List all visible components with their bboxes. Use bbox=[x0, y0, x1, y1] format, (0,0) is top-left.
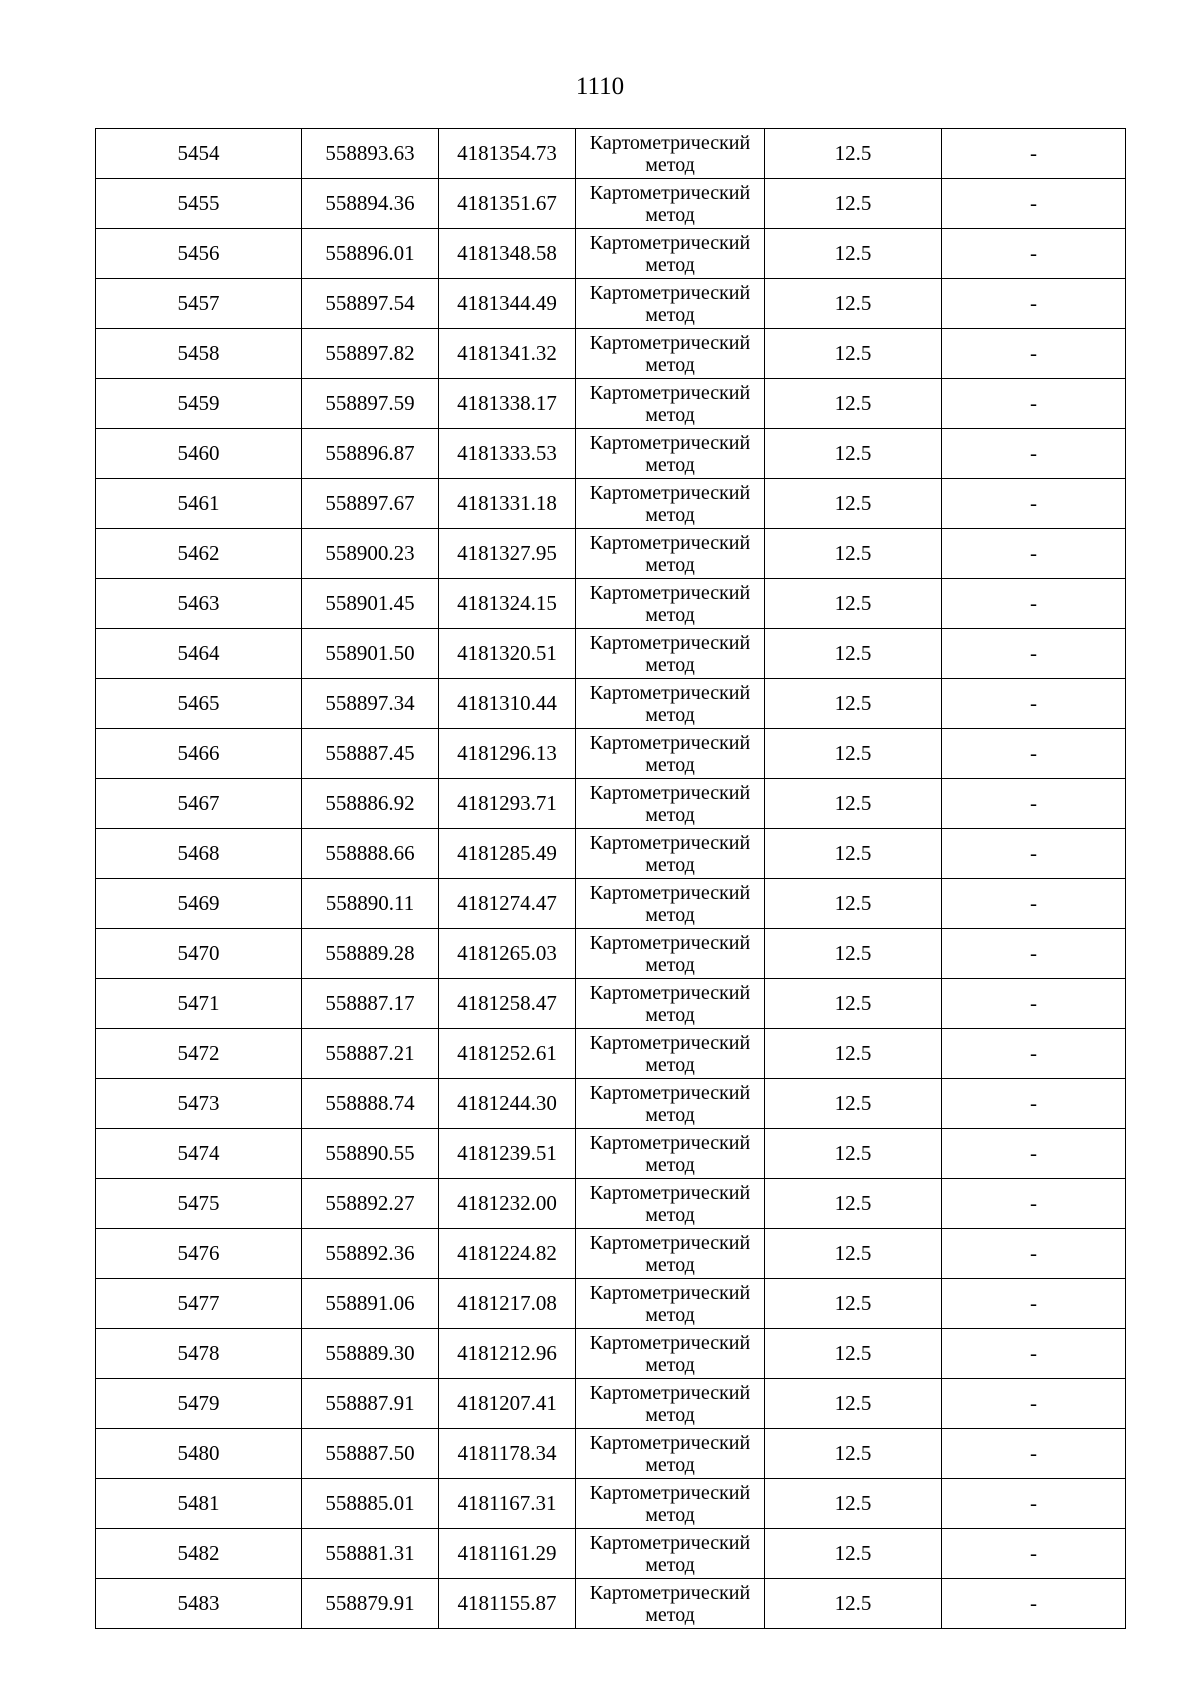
method-cell bbox=[576, 129, 765, 179]
y-coordinate-cell: 4181212.96 bbox=[439, 1329, 576, 1379]
note-cell: - bbox=[942, 1029, 1126, 1079]
coordinates-table bbox=[95, 128, 1126, 1629]
accuracy-cell: 12.5 bbox=[765, 929, 942, 979]
method-text-line-2: метод bbox=[645, 303, 695, 326]
x-coordinate-cell: 558901.45 bbox=[302, 579, 439, 629]
y-coordinate-cell: 4181338.17 bbox=[439, 379, 576, 429]
point-number-cell: 5477 bbox=[96, 1279, 302, 1329]
point-number-cell: 5458 bbox=[96, 329, 302, 379]
method-cell bbox=[576, 729, 765, 779]
y-coordinate-cell: 4181167.31 bbox=[439, 1479, 576, 1529]
method-text-line-2: метод bbox=[645, 1153, 695, 1176]
method-text-line-1: Картометрический bbox=[589, 1131, 751, 1154]
note-cell: - bbox=[942, 1579, 1126, 1629]
method-text-line-2: метод bbox=[645, 1603, 695, 1626]
method-cell bbox=[576, 779, 765, 829]
accuracy-cell: 12.5 bbox=[765, 979, 942, 1029]
method-text-line-2: метод bbox=[645, 453, 695, 476]
x-coordinate-cell: 558890.55 bbox=[302, 1129, 439, 1179]
point-number-cell: 5464 bbox=[96, 629, 302, 679]
x-coordinate-cell: 558896.01 bbox=[302, 229, 439, 279]
method-text-line-1: Картометрический bbox=[589, 181, 751, 204]
method-text-line-2: метод bbox=[645, 703, 695, 726]
x-coordinate-cell: 558890.11 bbox=[302, 879, 439, 929]
x-coordinate-cell: 558894.36 bbox=[302, 179, 439, 229]
x-coordinate-cell: 558892.36 bbox=[302, 1229, 439, 1279]
note-cell: - bbox=[942, 1529, 1126, 1579]
point-number-cell: 5476 bbox=[96, 1229, 302, 1279]
method-cell bbox=[576, 979, 765, 1029]
y-coordinate-cell: 4181217.08 bbox=[439, 1279, 576, 1329]
table-row bbox=[96, 1479, 1126, 1529]
method-cell bbox=[576, 1029, 765, 1079]
method-text-line-2: метод bbox=[645, 653, 695, 676]
accuracy-cell: 12.5 bbox=[765, 729, 942, 779]
note-cell: - bbox=[942, 529, 1126, 579]
accuracy-cell: 12.5 bbox=[765, 1229, 942, 1279]
note-cell: - bbox=[942, 879, 1126, 929]
method-text-line-2: метод bbox=[645, 803, 695, 826]
note-cell: - bbox=[942, 1329, 1126, 1379]
x-coordinate-cell: 558892.27 bbox=[302, 1179, 439, 1229]
table-row bbox=[96, 279, 1126, 329]
method-text-line-2: метод bbox=[645, 753, 695, 776]
point-number-cell: 5479 bbox=[96, 1379, 302, 1429]
note-cell: - bbox=[942, 1429, 1126, 1479]
x-coordinate-cell: 558896.87 bbox=[302, 429, 439, 479]
table-row bbox=[96, 879, 1126, 929]
point-number-cell: 5461 bbox=[96, 479, 302, 529]
note-cell: - bbox=[942, 1229, 1126, 1279]
table-row bbox=[96, 1429, 1126, 1479]
accuracy-cell: 12.5 bbox=[765, 329, 942, 379]
method-text-line-2: метод bbox=[645, 1503, 695, 1526]
coordinates-table-body bbox=[96, 129, 1126, 1629]
method-text-line-1: Картометрический bbox=[589, 1431, 751, 1454]
method-cell bbox=[576, 479, 765, 529]
table-row bbox=[96, 779, 1126, 829]
page-number: 1110 bbox=[575, 73, 625, 100]
y-coordinate-cell: 4181265.03 bbox=[439, 929, 576, 979]
y-coordinate-cell: 4181331.18 bbox=[439, 479, 576, 529]
method-cell bbox=[576, 1529, 765, 1579]
y-coordinate-cell: 4181207.41 bbox=[439, 1379, 576, 1429]
method-text-line-2: метод bbox=[645, 903, 695, 926]
table-row bbox=[96, 1579, 1126, 1629]
table-row bbox=[96, 829, 1126, 879]
method-text-line-1: Картометрический bbox=[589, 681, 751, 704]
method-text-line-1: Картометрический bbox=[589, 931, 751, 954]
point-number-cell: 5468 bbox=[96, 829, 302, 879]
note-cell: - bbox=[942, 429, 1126, 479]
method-cell bbox=[576, 529, 765, 579]
method-text-line-1: Картометрический bbox=[589, 981, 751, 1004]
y-coordinate-cell: 4181285.49 bbox=[439, 829, 576, 879]
note-cell: - bbox=[942, 1079, 1126, 1129]
y-coordinate-cell: 4181155.87 bbox=[439, 1579, 576, 1629]
method-text-line-1: Картометрический bbox=[589, 331, 751, 354]
method-text-line-1: Картометрический bbox=[589, 481, 751, 504]
method-text-line-2: метод bbox=[645, 203, 695, 226]
accuracy-cell: 12.5 bbox=[765, 529, 942, 579]
table-row bbox=[96, 129, 1126, 179]
method-cell bbox=[576, 229, 765, 279]
note-cell: - bbox=[942, 829, 1126, 879]
accuracy-cell: 12.5 bbox=[765, 479, 942, 529]
table-row bbox=[96, 979, 1126, 1029]
x-coordinate-cell: 558897.59 bbox=[302, 379, 439, 429]
accuracy-cell: 12.5 bbox=[765, 1329, 942, 1379]
method-cell bbox=[576, 1129, 765, 1179]
x-coordinate-cell: 558887.17 bbox=[302, 979, 439, 1029]
x-coordinate-cell: 558889.30 bbox=[302, 1329, 439, 1379]
note-cell: - bbox=[942, 479, 1126, 529]
note-cell: - bbox=[942, 579, 1126, 629]
x-coordinate-cell: 558886.92 bbox=[302, 779, 439, 829]
point-number-cell: 5467 bbox=[96, 779, 302, 829]
point-number-cell: 5457 bbox=[96, 279, 302, 329]
x-coordinate-cell: 558888.74 bbox=[302, 1079, 439, 1129]
method-text-line-2: метод bbox=[645, 553, 695, 576]
method-cell bbox=[576, 429, 765, 479]
method-text-line-1: Картометрический bbox=[589, 1531, 751, 1554]
method-cell bbox=[576, 179, 765, 229]
y-coordinate-cell: 4181320.51 bbox=[439, 629, 576, 679]
y-coordinate-cell: 4181244.30 bbox=[439, 1079, 576, 1129]
accuracy-cell: 12.5 bbox=[765, 579, 942, 629]
method-text-line-1: Картометрический bbox=[589, 631, 751, 654]
accuracy-cell: 12.5 bbox=[765, 1429, 942, 1479]
note-cell: - bbox=[942, 129, 1126, 179]
method-cell bbox=[576, 1379, 765, 1429]
point-number-cell: 5473 bbox=[96, 1079, 302, 1129]
accuracy-cell: 12.5 bbox=[765, 679, 942, 729]
method-text-line-1: Картометрический bbox=[589, 1281, 751, 1304]
method-text-line-1: Картометрический bbox=[589, 1481, 751, 1504]
x-coordinate-cell: 558887.91 bbox=[302, 1379, 439, 1429]
method-cell bbox=[576, 1079, 765, 1129]
point-number-cell: 5466 bbox=[96, 729, 302, 779]
method-text-line-1: Картометрический bbox=[589, 1031, 751, 1054]
table-row bbox=[96, 429, 1126, 479]
x-coordinate-cell: 558885.01 bbox=[302, 1479, 439, 1529]
method-text-line-2: метод bbox=[645, 1403, 695, 1426]
accuracy-cell: 12.5 bbox=[765, 1579, 942, 1629]
method-text-line-1: Картометрический bbox=[589, 731, 751, 754]
x-coordinate-cell: 558901.50 bbox=[302, 629, 439, 679]
accuracy-cell: 12.5 bbox=[765, 279, 942, 329]
note-cell: - bbox=[942, 729, 1126, 779]
method-cell bbox=[576, 679, 765, 729]
note-cell: - bbox=[942, 929, 1126, 979]
point-number-cell: 5455 bbox=[96, 179, 302, 229]
x-coordinate-cell: 558891.06 bbox=[302, 1279, 439, 1329]
method-text-line-1: Картометрический bbox=[589, 1381, 751, 1404]
point-number-cell: 5471 bbox=[96, 979, 302, 1029]
method-text-line-1: Картометрический bbox=[589, 1181, 751, 1204]
note-cell: - bbox=[942, 229, 1126, 279]
y-coordinate-cell: 4181252.61 bbox=[439, 1029, 576, 1079]
accuracy-cell: 12.5 bbox=[765, 1179, 942, 1229]
note-cell: - bbox=[942, 679, 1126, 729]
method-text-line-2: метод bbox=[645, 1353, 695, 1376]
x-coordinate-cell: 558897.54 bbox=[302, 279, 439, 329]
y-coordinate-cell: 4181310.44 bbox=[439, 679, 576, 729]
method-cell bbox=[576, 829, 765, 879]
method-text-line-1: Картометрический bbox=[589, 1581, 751, 1604]
accuracy-cell: 12.5 bbox=[765, 229, 942, 279]
table-row bbox=[96, 579, 1126, 629]
accuracy-cell: 12.5 bbox=[765, 1129, 942, 1179]
method-cell bbox=[576, 1279, 765, 1329]
x-coordinate-cell: 558897.67 bbox=[302, 479, 439, 529]
table-row bbox=[96, 329, 1126, 379]
table-row bbox=[96, 229, 1126, 279]
method-cell bbox=[576, 579, 765, 629]
method-text-line-1: Картометрический bbox=[589, 431, 751, 454]
method-text-line-1: Картометрический bbox=[589, 881, 751, 904]
note-cell: - bbox=[942, 1379, 1126, 1429]
note-cell: - bbox=[942, 379, 1126, 429]
point-number-cell: 5480 bbox=[96, 1429, 302, 1479]
y-coordinate-cell: 4181239.51 bbox=[439, 1129, 576, 1179]
method-cell bbox=[576, 929, 765, 979]
method-text-line-1: Картометрический bbox=[589, 831, 751, 854]
method-text-line-1: Картометрический bbox=[589, 131, 751, 154]
table-row bbox=[96, 1179, 1126, 1229]
point-number-cell: 5462 bbox=[96, 529, 302, 579]
accuracy-cell: 12.5 bbox=[765, 429, 942, 479]
x-coordinate-cell: 558879.91 bbox=[302, 1579, 439, 1629]
point-number-cell: 5478 bbox=[96, 1329, 302, 1379]
y-coordinate-cell: 4181348.58 bbox=[439, 229, 576, 279]
method-cell bbox=[576, 1429, 765, 1479]
table-row bbox=[96, 1129, 1126, 1179]
method-text-line-1: Картометрический bbox=[589, 581, 751, 604]
table-row bbox=[96, 1029, 1126, 1079]
accuracy-cell: 12.5 bbox=[765, 1479, 942, 1529]
method-text-line-2: метод bbox=[645, 1303, 695, 1326]
note-cell: - bbox=[942, 979, 1126, 1029]
method-text-line-2: метод bbox=[645, 253, 695, 276]
y-coordinate-cell: 4181293.71 bbox=[439, 779, 576, 829]
point-number-cell: 5482 bbox=[96, 1529, 302, 1579]
method-text-line-2: метод bbox=[645, 1553, 695, 1576]
y-coordinate-cell: 4181327.95 bbox=[439, 529, 576, 579]
method-cell bbox=[576, 279, 765, 329]
method-text-line-1: Картометрический bbox=[589, 781, 751, 804]
accuracy-cell: 12.5 bbox=[765, 1529, 942, 1579]
method-text-line-2: метод bbox=[645, 1203, 695, 1226]
accuracy-cell: 12.5 bbox=[765, 829, 942, 879]
table-row bbox=[96, 179, 1126, 229]
point-number-cell: 5474 bbox=[96, 1129, 302, 1179]
table-row bbox=[96, 1079, 1126, 1129]
accuracy-cell: 12.5 bbox=[765, 1079, 942, 1129]
method-text-line-2: метод bbox=[645, 953, 695, 976]
method-text-line-2: метод bbox=[645, 1003, 695, 1026]
table-row bbox=[96, 679, 1126, 729]
point-number-cell: 5470 bbox=[96, 929, 302, 979]
table-row bbox=[96, 479, 1126, 529]
note-cell: - bbox=[942, 1279, 1126, 1329]
y-coordinate-cell: 4181224.82 bbox=[439, 1229, 576, 1279]
method-text-line-1: Картометрический bbox=[589, 281, 751, 304]
method-text-line-1: Картометрический bbox=[589, 531, 751, 554]
method-text-line-2: метод bbox=[645, 153, 695, 176]
method-cell bbox=[576, 1479, 765, 1529]
method-text-line-2: метод bbox=[645, 853, 695, 876]
table-row bbox=[96, 1379, 1126, 1429]
accuracy-cell: 12.5 bbox=[765, 879, 942, 929]
y-coordinate-cell: 4181274.47 bbox=[439, 879, 576, 929]
method-text-line-2: метод bbox=[645, 403, 695, 426]
method-cell bbox=[576, 329, 765, 379]
point-number-cell: 5481 bbox=[96, 1479, 302, 1529]
x-coordinate-cell: 558881.31 bbox=[302, 1529, 439, 1579]
note-cell: - bbox=[942, 1179, 1126, 1229]
accuracy-cell: 12.5 bbox=[765, 179, 942, 229]
method-cell bbox=[576, 629, 765, 679]
y-coordinate-cell: 4181296.13 bbox=[439, 729, 576, 779]
accuracy-cell: 12.5 bbox=[765, 779, 942, 829]
note-cell: - bbox=[942, 779, 1126, 829]
table-row bbox=[96, 629, 1126, 679]
note-cell: - bbox=[942, 179, 1126, 229]
method-text-line-1: Картометрический bbox=[589, 381, 751, 404]
x-coordinate-cell: 558897.82 bbox=[302, 329, 439, 379]
table-row bbox=[96, 529, 1126, 579]
point-number-cell: 5456 bbox=[96, 229, 302, 279]
accuracy-cell: 12.5 bbox=[765, 1279, 942, 1329]
accuracy-cell: 12.5 bbox=[765, 129, 942, 179]
y-coordinate-cell: 4181333.53 bbox=[439, 429, 576, 479]
method-text-line-2: метод bbox=[645, 1053, 695, 1076]
table-row bbox=[96, 1229, 1126, 1279]
method-cell bbox=[576, 1179, 765, 1229]
point-number-cell: 5460 bbox=[96, 429, 302, 479]
point-number-cell: 5483 bbox=[96, 1579, 302, 1629]
note-cell: - bbox=[942, 629, 1126, 679]
x-coordinate-cell: 558893.63 bbox=[302, 129, 439, 179]
y-coordinate-cell: 4181178.34 bbox=[439, 1429, 576, 1479]
x-coordinate-cell: 558888.66 bbox=[302, 829, 439, 879]
y-coordinate-cell: 4181354.73 bbox=[439, 129, 576, 179]
x-coordinate-cell: 558887.50 bbox=[302, 1429, 439, 1479]
note-cell: - bbox=[942, 1129, 1126, 1179]
table-row bbox=[96, 1329, 1126, 1379]
table-row bbox=[96, 1279, 1126, 1329]
point-number-cell: 5469 bbox=[96, 879, 302, 929]
method-text-line-2: метод bbox=[645, 1253, 695, 1276]
method-text-line-2: метод bbox=[645, 503, 695, 526]
method-cell bbox=[576, 1329, 765, 1379]
method-text-line-1: Картометрический bbox=[589, 1081, 751, 1104]
method-cell bbox=[576, 879, 765, 929]
method-cell bbox=[576, 1579, 765, 1629]
y-coordinate-cell: 4181232.00 bbox=[439, 1179, 576, 1229]
note-cell: - bbox=[942, 329, 1126, 379]
point-number-cell: 5459 bbox=[96, 379, 302, 429]
y-coordinate-cell: 4181351.67 bbox=[439, 179, 576, 229]
table-row bbox=[96, 1529, 1126, 1579]
method-text-line-1: Картометрический bbox=[589, 1231, 751, 1254]
point-number-cell: 5475 bbox=[96, 1179, 302, 1229]
note-cell: - bbox=[942, 279, 1126, 329]
x-coordinate-cell: 558897.34 bbox=[302, 679, 439, 729]
y-coordinate-cell: 4181324.15 bbox=[439, 579, 576, 629]
point-number-cell: 5465 bbox=[96, 679, 302, 729]
y-coordinate-cell: 4181344.49 bbox=[439, 279, 576, 329]
accuracy-cell: 12.5 bbox=[765, 1379, 942, 1429]
x-coordinate-cell: 558900.23 bbox=[302, 529, 439, 579]
y-coordinate-cell: 4181161.29 bbox=[439, 1529, 576, 1579]
method-text-line-2: метод bbox=[645, 1103, 695, 1126]
method-cell bbox=[576, 379, 765, 429]
method-text-line-2: метод bbox=[645, 353, 695, 376]
point-number-cell: 5472 bbox=[96, 1029, 302, 1079]
method-text-line-1: Картометрический bbox=[589, 1331, 751, 1354]
method-text-line-1: Картометрический bbox=[589, 231, 751, 254]
table-row bbox=[96, 929, 1126, 979]
accuracy-cell: 12.5 bbox=[765, 379, 942, 429]
note-cell: - bbox=[942, 1479, 1126, 1529]
x-coordinate-cell: 558887.21 bbox=[302, 1029, 439, 1079]
table-row bbox=[96, 729, 1126, 779]
x-coordinate-cell: 558887.45 bbox=[302, 729, 439, 779]
accuracy-cell: 12.5 bbox=[765, 1029, 942, 1079]
method-text-line-2: метод bbox=[645, 603, 695, 626]
point-number-cell: 5454 bbox=[96, 129, 302, 179]
x-coordinate-cell: 558889.28 bbox=[302, 929, 439, 979]
y-coordinate-cell: 4181258.47 bbox=[439, 979, 576, 1029]
y-coordinate-cell: 4181341.32 bbox=[439, 329, 576, 379]
method-text-line-2: метод bbox=[645, 1453, 695, 1476]
point-number-cell: 5463 bbox=[96, 579, 302, 629]
accuracy-cell: 12.5 bbox=[765, 629, 942, 679]
table-row bbox=[96, 379, 1126, 429]
method-cell bbox=[576, 1229, 765, 1279]
